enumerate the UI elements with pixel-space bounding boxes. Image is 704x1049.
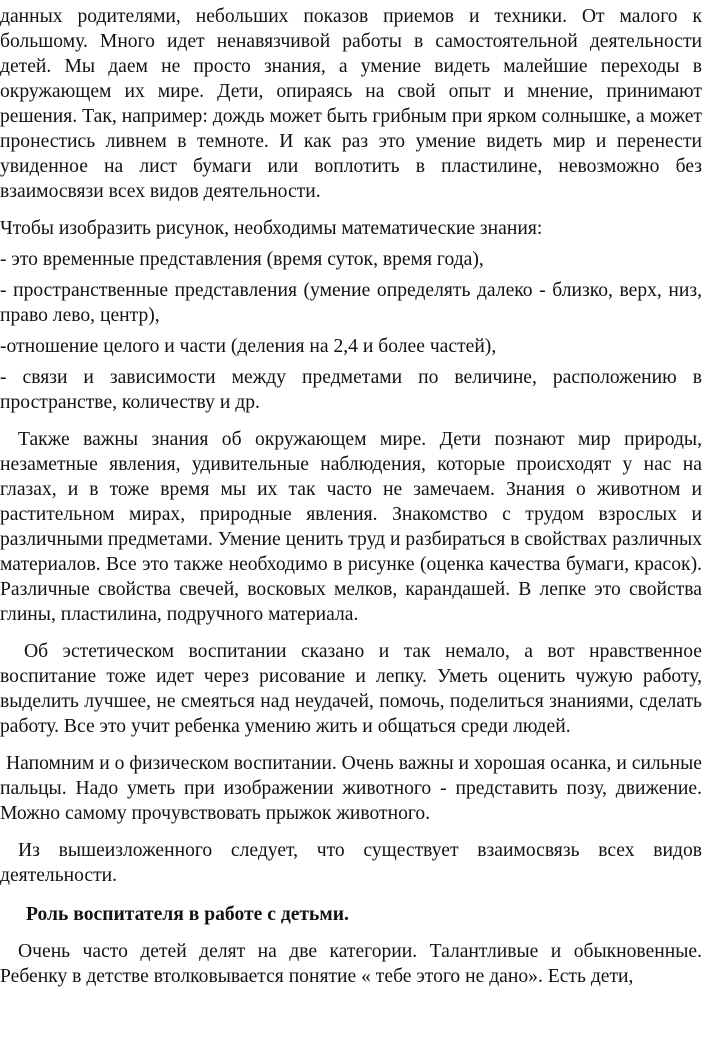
paragraph-final: Очень часто детей делят на две категории. Талантливые и обыкновенные. Ребенку в детстве втолковывается понятие « тебе этого не дано». Есть дети, (0, 941, 702, 987)
list-item-time: - это временные представления (время суток, время года), (0, 249, 484, 270)
paragraph-world-knowledge: Также важны знания об окружающем мире. Дети познают мир природы, незаметные явления, удивительные наблюдения, которые происходят у нас на глазах, и в тоже время мы их так часто не замечаем. Знания о животном и растительном мирах, природные явления. Знакомство с трудом взрослых и различными предметами. Умение ценить труд и разбираться в свойствах различных материалов. Все это также необходимо в рисунке (оценка качества бумаги, красок). Различные свойства свечей, восковых мелков, карандашей. В лепке это свойства глины, пластилина, подручного материала. (0, 429, 702, 625)
list-item-space: - пространственные представления (умение определять далеко - близко, верх, низ, право лево, центр), (0, 280, 702, 326)
list-item-relations: - связи и зависимости между предметами по величине, расположению в пространстве, количеству и др. (0, 367, 702, 413)
paragraph-physical: Напомним и о физическом воспитании. Очень важны и хорошая осанка, и сильные пальцы. Надо уметь при изображении животного - представить позу, движение. Можно самому прочувствовать прыжок животного. (0, 753, 702, 824)
list-item-whole-part: -отношение целого и части (деления на 2,4 и более частей), (0, 336, 497, 357)
paragraph-conclusion: Из вышеизложенного следует, что существует взаимосвязь всех видов деятельности. (0, 840, 702, 886)
section-heading: Роль воспитателя в работе с детьми. (26, 904, 349, 925)
paragraph-intro: данных родителями, небольших показов приемов и техники. От малого к большому. Много идет ненавязчивой работы в самостоятельной деятельности детей. Мы даем не просто знания, а умение видеть малейшие переходы в окружающем их мире. Дети, опираясь на свой опыт и мнение, принимают решения. Так, например: дождь может быть грибным при ярком солнышке, а может пронестись ливнем в темноте. И как раз это умение видеть мир и перенести увиденное на лист бумаги или воплотить в пластилине, невозможно без взаимосвязи всех видов деятельности. (0, 6, 702, 202)
paragraph-math-intro: Чтобы изобразить рисунок, необходимы математические знания: (0, 218, 543, 239)
paragraph-aesthetic: Об эстетическом воспитании сказано и так немало, а вот нравственное воспитание тоже идет через рисование и лепку. Уметь оценить чужую работу, выделить лучшее, не смеяться над неудачей, помочь, поделиться знаниями, сделать работу. Все это учит ребенка умению жить и общаться среди людей. (0, 641, 702, 737)
